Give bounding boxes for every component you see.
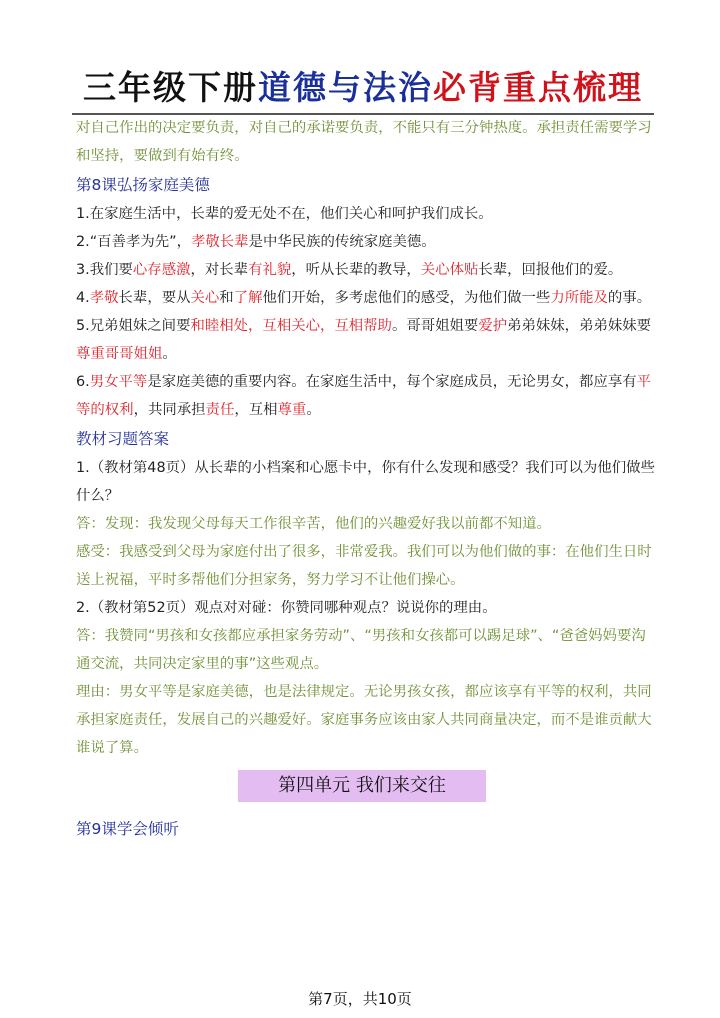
title-part-grade: 三年级下册 <box>83 68 258 107</box>
question-1: 1.（教材第48页）从长辈的小档案和心愿卡中，你有什么发现和感受？我们可以为他们做些什么？ <box>76 460 655 504</box>
title-part-summary: 必背重点梳理 <box>433 68 643 107</box>
answers-heading: 教材习题答案 <box>76 430 170 448</box>
keyword: 平等的权利 <box>76 374 652 418</box>
keyword: 尊重哥哥姐姐 <box>76 346 163 362</box>
lesson9-heading: 第9课学会倾听 <box>76 820 179 838</box>
keyword: 孝敬 <box>89 290 119 306</box>
answer-2: 答：我赞同“男孩和女孩都应承担家务劳动”、“男孩和女孩都可以踢足球”、“爸爸妈妈要沟通交流，共同决定家里的事”这些观点。 <box>76 628 646 672</box>
lesson8-point-6: 6.男女平等是家庭美德的重要内容。在家庭生活中，每个家庭成员，无论男女，都应享有平等的权利，共同承担责任，互相尊重。 <box>76 374 652 418</box>
lesson8-point-2: 2.“百善孝为先”，孝敬长辈是中华民族的传统家庭美德。 <box>76 234 436 250</box>
answer-2-reason: 理由：男女平等是家庭美德，也是法律规定。无论男孩女孩，都应该享有平等的权利，共同承担家庭责任，发展自己的兴趣爱好。家庭事务应该由家人共同商量决定，而不是谁贡献大谁说了算。 <box>76 684 652 756</box>
keyword: 责任 <box>205 402 235 418</box>
unit-banner: 第四单元 我们来交往 <box>238 770 486 802</box>
page-title <box>72 62 654 115</box>
question-2: 2.（教材第52页）观点对对碰：你赞同哪种观点？说说你的理由。 <box>76 600 497 616</box>
keyword: 关心 <box>190 290 220 306</box>
main-content <box>76 114 656 844</box>
keyword: 和睦相处，互相关心，互相帮助 <box>190 318 392 334</box>
lesson8-point-3: 3.我们要心存感激，对长辈有礼貌，听从长辈的教导，关心体贴长辈，回报他们的爱。 <box>76 262 623 278</box>
keyword: 了解 <box>233 290 263 306</box>
lesson8-point-4: 4.孝敬长辈，要从关心和了解他们开始，多考虑他们的感受，为他们做一些力所能及的事。 <box>76 290 652 306</box>
keyword: 爱护 <box>478 318 508 334</box>
keyword: 心存感激 <box>132 262 191 278</box>
keyword: 男女平等 <box>89 374 148 390</box>
lesson8-point-1: 1.在家庭生活中，长辈的爱无处不在，他们关心和呵护我们成长。 <box>76 206 493 222</box>
lesson8-heading: 第8课弘扬家庭美德 <box>76 176 210 194</box>
keyword: 有礼貌 <box>248 262 292 278</box>
keyword: 尊重 <box>277 402 307 418</box>
intro-paragraph: 对自己作出的决定要负责，对自己的承诺要负责，不能只有三分钟热度。承担责任需要学习和坚持，要做到有始有终。 <box>76 120 652 164</box>
answer-1: 答：发现：我发现父母每天工作很辛苦，他们的兴趣爱好我以前都不知道。 <box>76 516 551 532</box>
lesson8-point-5: 5.兄弟姐妹之间要和睦相处，互相关心，互相帮助。哥哥姐姐要爱护弟弟妹妹，弟弟妹妹要尊重哥哥姐姐。 <box>76 318 652 362</box>
keyword: 力所能及 <box>550 290 608 306</box>
keyword: 关心体贴 <box>420 262 479 278</box>
title-part-subject: 道德与法治 <box>258 68 433 107</box>
page-number: 第7页，共10页 <box>308 990 412 1008</box>
answer-1-feeling: 感受：我感受到父母为家庭付出了很多，非常爱我。我们可以为他们做的事：在他们生日时送上祝福，平时多帮他们分担家务，努力学习不让他们操心。 <box>76 544 652 588</box>
keyword: 孝敬长辈 <box>191 234 249 250</box>
